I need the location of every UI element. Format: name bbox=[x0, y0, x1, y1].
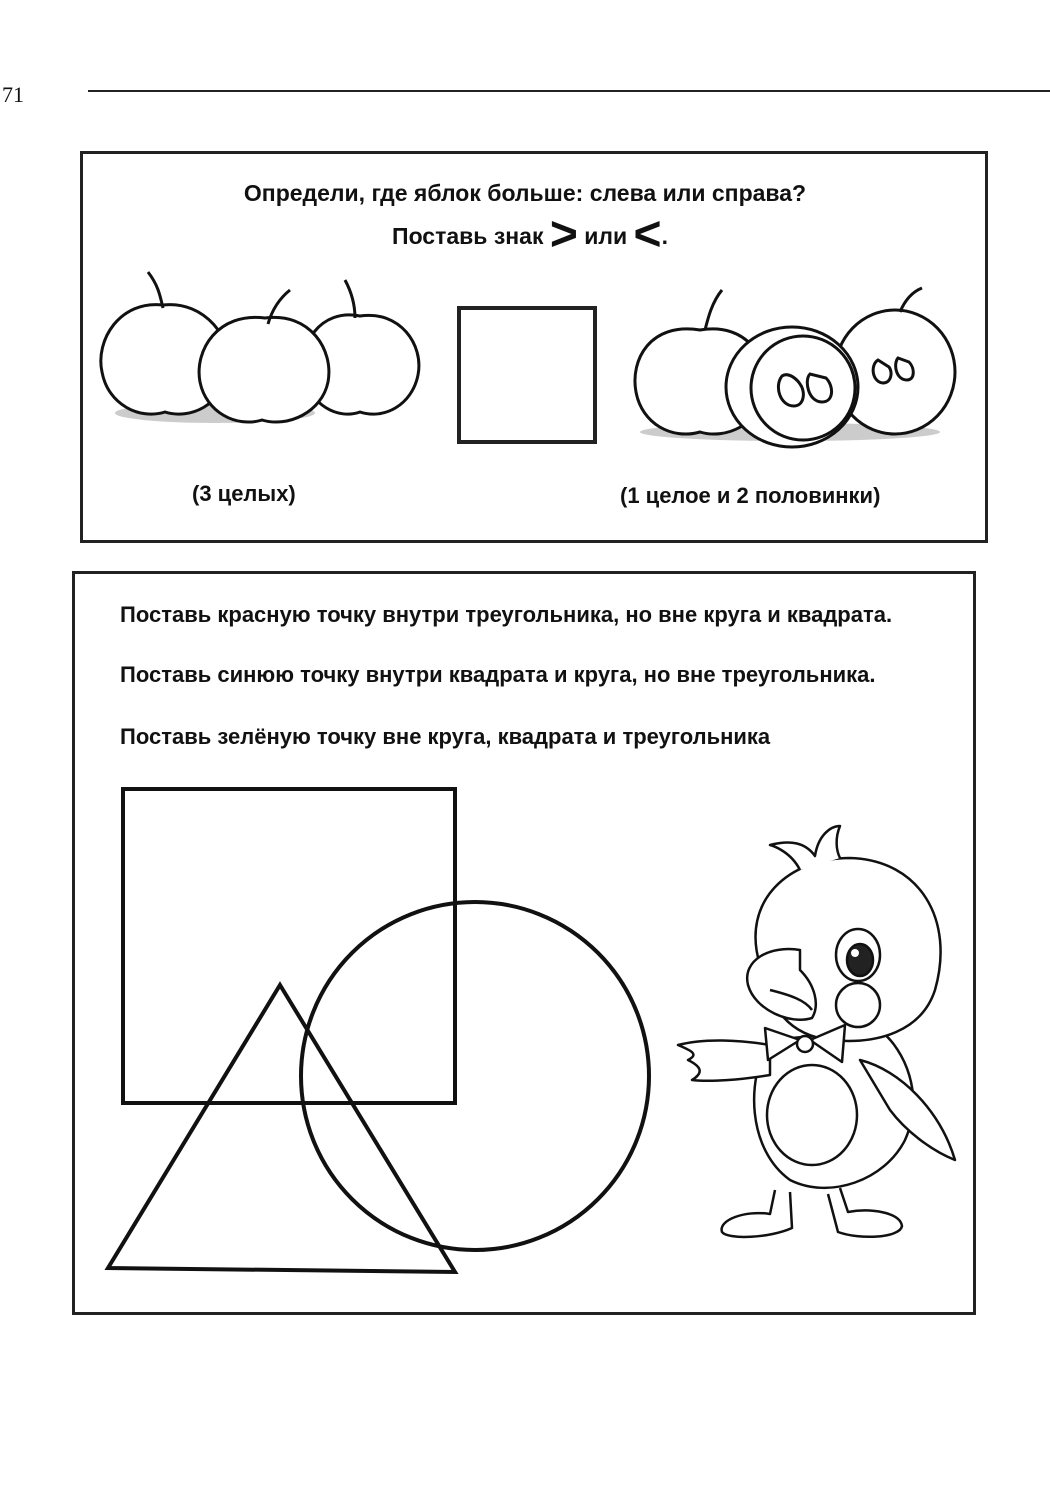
less-sign: < bbox=[633, 208, 662, 261]
conjunction: или bbox=[584, 223, 628, 249]
instruction-red-dot: Поставь красную точку внутри треугольника, но вне круга и квадрата. bbox=[120, 602, 893, 627]
instruction-green-dot: Поставь зелёную точку вне круга, квадрата и треугольника bbox=[120, 724, 771, 749]
instruction-blue-dot: Поставь синюю точку внутри квадрата и круга, но вне треугольника. bbox=[120, 662, 876, 687]
page-number: 71 bbox=[2, 82, 24, 107]
right-caption: (1 целое и 2 половинки) bbox=[620, 483, 881, 508]
instruction-prefix: Поставь знак bbox=[392, 223, 544, 249]
left-caption: (3 целых) bbox=[192, 481, 296, 506]
task1-question: Определи, где яблок больше: слева или справа? bbox=[243, 180, 807, 206]
period: . bbox=[661, 223, 668, 249]
greater-sign: > bbox=[549, 208, 578, 261]
